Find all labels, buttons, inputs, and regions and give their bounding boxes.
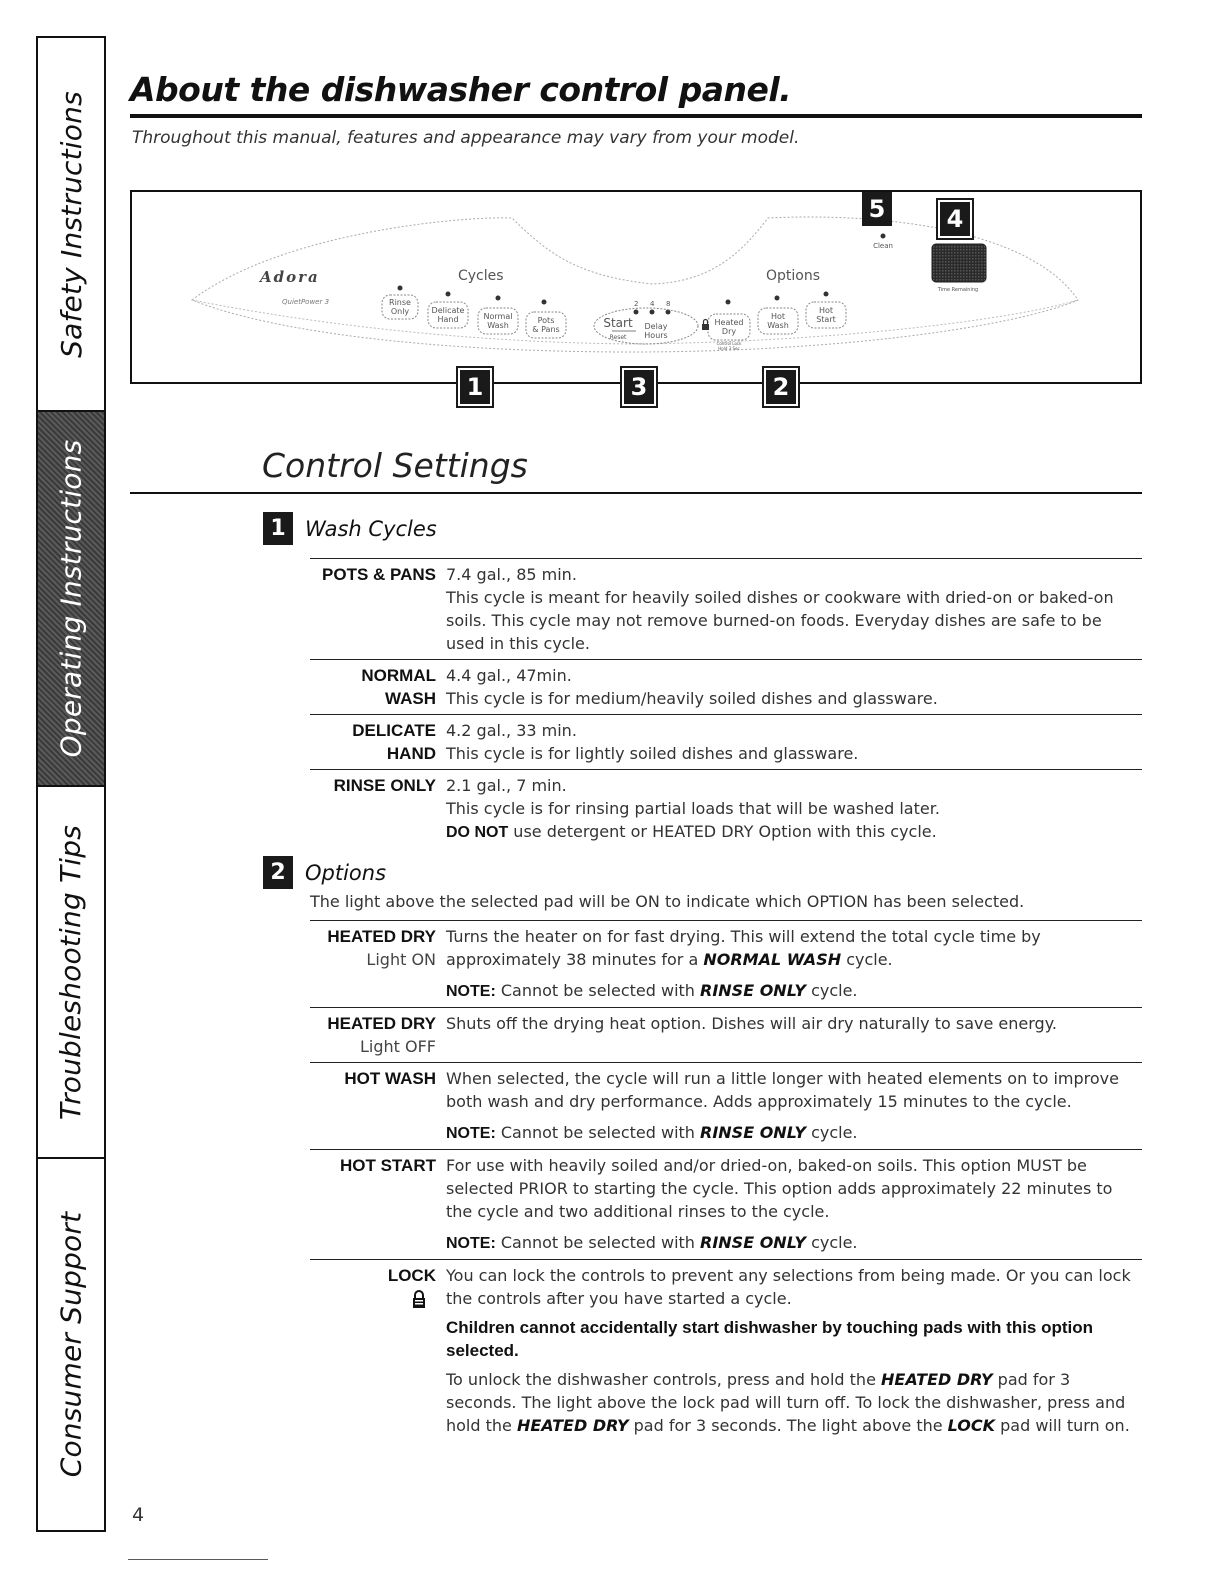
note-text: cycle. [805, 1123, 858, 1142]
sidebar-tab-safety[interactable] [38, 38, 104, 412]
page-subtitle: Throughout this manual, features and appearance may vary from your model. [132, 128, 800, 148]
cycles-label: Cycles [458, 268, 504, 284]
rinse-only-pad-line1: Rinse [389, 298, 411, 307]
table-row [310, 1062, 1142, 1149]
callout-4 [938, 200, 972, 238]
delicate-pad-line2: Hand [437, 315, 459, 324]
term-label: HEATED DRY [327, 1014, 436, 1033]
options-intro: The light above the selected pad will be ON to indicate which OPTION has been selected. [310, 892, 1025, 911]
row-term [310, 1154, 446, 1255]
term-sublabel: Light OFF [359, 1037, 436, 1056]
table-row [310, 920, 1142, 1007]
text-part: Turns the heater on for fast drying. This will extend the total cycle time by approximately 38 minutes for a [446, 927, 1041, 969]
cycle-description: This cycle is meant for heavily soiled dishes or cookware with dried-on or baked-on soils. This cycle may not remove burned-on foods. Everyday dishes are safe to be used in this cycle. [446, 588, 1114, 653]
option-description [446, 925, 1142, 971]
brand-logo: Adora [260, 268, 320, 286]
section-title: Control Settings [262, 446, 528, 485]
pots-pans-pad-line2: & Pans [532, 325, 560, 334]
sidebar-tab-label: Consumer Support [54, 1211, 88, 1478]
page-number: 4 [132, 1504, 145, 1526]
row-term [310, 664, 446, 710]
table-row [310, 659, 1142, 714]
delay-number-4: 4 [650, 300, 655, 308]
control-panel-illustration [130, 190, 1142, 384]
cycle-description: This cycle is for medium/heavily soiled dishes and glassware. [446, 689, 938, 708]
delay-number-8: 8 [666, 300, 671, 308]
callout-number: 3 [630, 373, 648, 401]
text-emphasis: HEATED DRY [881, 1370, 993, 1389]
callout-number: 4 [946, 205, 964, 233]
term-label: NORMAL WASH [361, 666, 436, 708]
clean-label: Clean [873, 242, 893, 250]
note-text: Cannot be selected with [495, 1233, 701, 1252]
sidebar-tab-label: Operating Instructions [54, 439, 88, 758]
row-description [446, 1012, 1142, 1058]
option-note [446, 1231, 1142, 1255]
note-label: NOTE: [446, 1235, 496, 1252]
lock-warning: Children cannot accidentally start dishwasher by touching pads with this option selected. [446, 1318, 1094, 1360]
text-emphasis: HEATED DRY [516, 1416, 629, 1435]
cycle-warning [446, 820, 1142, 844]
row-term [310, 774, 446, 844]
note-text: cycle. [805, 981, 858, 1000]
text-part: pad for 3 seconds. The light above the lock pad will turn off. To lock the dishwasher, press and hold the [446, 1370, 1126, 1435]
options-heading [263, 856, 386, 889]
term-label: LOCK [387, 1266, 436, 1285]
callout-5 [862, 192, 892, 226]
table-row [310, 769, 1142, 848]
title-divider [130, 114, 1142, 118]
warning-label: DO NOT [446, 824, 509, 841]
option-note [446, 979, 1142, 1003]
cycle-description: This cycle is for rinsing partial loads that will be washed later. [446, 799, 940, 818]
option-description: You can lock the controls to prevent any selections from being made. Or you can lock the controls after you have started a cycle. [446, 1266, 1131, 1308]
cycle-spec: 4.2 gal., 33 min. [446, 721, 577, 740]
heated-dry-pad-line2: Dry [721, 327, 737, 336]
control-lock-caption-line2: Hold 3 Sec [718, 346, 740, 351]
rinse-only-pad-line2: Only [390, 307, 410, 316]
callout-number: 2 [772, 373, 790, 401]
row-term [310, 1264, 446, 1437]
callout-leader-line [316, 382, 808, 384]
row-term [310, 1012, 446, 1058]
row-description [446, 664, 1142, 710]
footer-link-line[interactable] [128, 1559, 268, 1560]
text-part: pad for 3 seconds. The light above the [628, 1416, 948, 1435]
table-row [310, 714, 1142, 769]
callout-number: 1 [466, 373, 484, 401]
row-description [446, 563, 1142, 655]
heated-dry-pad-line1: Heated [714, 318, 744, 327]
term-label: HOT START [339, 1156, 436, 1175]
section-sidebar [36, 36, 106, 1532]
callout-number: 5 [868, 195, 886, 223]
term-label: POTS & PANS [322, 565, 436, 584]
text-part: pad will turn on. [995, 1416, 1130, 1435]
row-description [446, 1067, 1142, 1145]
options-table [310, 920, 1142, 1441]
callout-2 [764, 368, 798, 406]
start-pad-label: Start [603, 316, 633, 330]
note-label: NOTE: [446, 1125, 496, 1142]
row-term [310, 1067, 446, 1145]
wash-cycles-title: Wash Cycles [305, 516, 437, 541]
time-remaining-display [932, 244, 986, 282]
note-emphasis: RINSE ONLY [700, 1233, 806, 1252]
control-lock-caption-line1: Control Lock [716, 341, 742, 346]
lock-icon [412, 1289, 426, 1309]
panel-drawing [132, 192, 1140, 382]
section-divider [130, 492, 1142, 494]
hot-start-pad-line1: Hot [818, 306, 834, 315]
delay-number-2: 2 [634, 300, 639, 308]
text-emphasis: LOCK [947, 1416, 996, 1435]
section-number-badge: 1 [263, 512, 293, 545]
cycle-spec: 2.1 gal., 7 min. [446, 776, 567, 795]
model-name: QuietPower 3 [282, 298, 330, 306]
row-description [446, 719, 1142, 765]
cycle-spec: 4.4 gal., 47min. [446, 666, 572, 685]
row-description [446, 774, 1142, 844]
term-label: DELICATE HAND [352, 721, 436, 763]
normal-wash-pad-line2: Wash [487, 321, 509, 330]
wash-cycles-table [310, 558, 1142, 848]
page-title: About the dishwasher control panel. [130, 70, 792, 109]
note-label: NOTE: [446, 983, 496, 1000]
options-label: Options [766, 268, 821, 284]
sidebar-tab-operating[interactable] [38, 412, 104, 787]
table-row [310, 558, 1142, 659]
row-term [310, 563, 446, 655]
option-note [446, 1121, 1142, 1145]
sidebar-tab-consumer-support[interactable] [38, 1159, 104, 1530]
delay-hours-line1: Delay [644, 322, 668, 331]
note-emphasis: RINSE ONLY [700, 981, 806, 1000]
hot-wash-pad-line1: Hot [770, 312, 786, 321]
table-row [310, 1259, 1142, 1441]
callout-3 [622, 368, 656, 406]
text-part: cycle. [841, 950, 893, 969]
normal-wash-pad-line1: Normal [483, 312, 513, 321]
text-emphasis: NORMAL WASH [703, 950, 842, 969]
table-row [310, 1007, 1142, 1062]
delicate-pad-line1: Delicate [431, 306, 465, 315]
reset-label: Reset [609, 334, 627, 341]
pots-pans-pad-line1: Pots [537, 316, 555, 325]
sidebar-tab-troubleshooting[interactable] [38, 787, 104, 1159]
option-description: Shuts off the drying heat option. Dishes will air dry naturally to save energy. [446, 1014, 1057, 1033]
note-text: Cannot be selected with [495, 981, 701, 1000]
warning-text: use detergent or HEATED DRY Option with this cycle. [508, 822, 937, 841]
row-term [310, 925, 446, 1003]
table-row [310, 1149, 1142, 1259]
hot-wash-pad-line2: Wash [767, 321, 789, 330]
callout-1 [458, 368, 492, 406]
delay-hours-line2: Hours [644, 331, 668, 340]
cycle-spec: 7.4 gal., 85 min. [446, 565, 577, 584]
section-number-badge: 2 [263, 856, 293, 889]
option-description: When selected, the cycle will run a little longer with heated elements on to improve both wash and dry performance. Adds approximately 15 minutes to the cycle. [446, 1069, 1119, 1111]
row-term [310, 719, 446, 765]
row-description [446, 1264, 1142, 1437]
row-description [446, 925, 1142, 1003]
panel-lock-icon [702, 320, 709, 331]
options-title: Options [305, 860, 387, 885]
term-label: RINSE ONLY [333, 776, 436, 795]
text-part: To unlock the dishwasher controls, press and hold the [446, 1370, 881, 1389]
row-description [446, 1154, 1142, 1255]
time-remaining-label: Time Remaining [937, 287, 979, 293]
note-text: Cannot be selected with [495, 1123, 701, 1142]
term-sublabel: Light ON [366, 950, 436, 969]
note-text: cycle. [805, 1233, 858, 1252]
note-emphasis: RINSE ONLY [700, 1123, 806, 1142]
unlock-instructions [446, 1368, 1142, 1437]
term-label: HOT WASH [344, 1069, 436, 1088]
term-label: HEATED DRY [327, 927, 436, 946]
sidebar-tab-label: Troubleshooting Tips [54, 824, 88, 1120]
sidebar-tab-label: Safety Instructions [54, 90, 88, 358]
cycle-description: This cycle is for lightly soiled dishes and glassware. [446, 744, 859, 763]
option-description: For use with heavily soiled and/or dried-on, baked-on soils. This option MUST be selected PRIOR to starting the cycle. This option adds approximately 22 minutes to the cycle and two additional rinses to the cycle. [446, 1156, 1113, 1221]
hot-start-pad-line2: Start [816, 315, 836, 324]
wash-cycles-heading [263, 512, 437, 545]
